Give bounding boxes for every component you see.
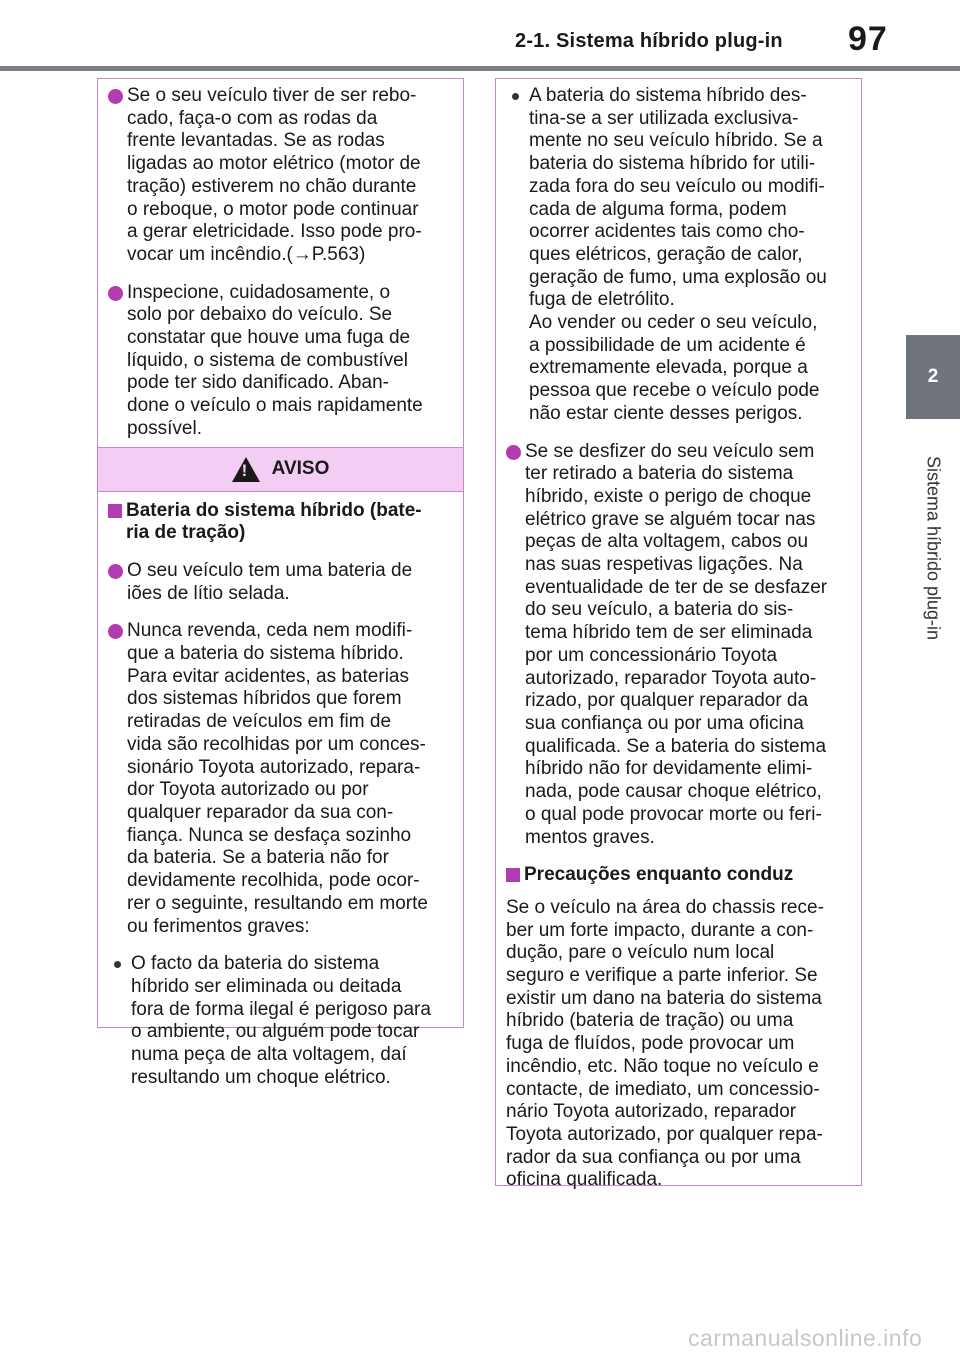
- warning-bar: [98, 447, 463, 492]
- right-content-box: [495, 78, 862, 1191]
- body-paragraph: Se o veículo na área do chassis rece- ber um forte impacto, durante a con- dução, pare o veículo num local seguro e verifique a parte inferior. Se existir um dano na bateria do sistema híbrido (bateria de tração) ou uma fuga de fluídos, pode provocar um incêndio, etc. Não toque no veículo e contacte, de imediato, um concessio- nário Toyota autorizado, reparador Toyota autorizado, por qualquer repa- rador da sua confiança ou por uma oficina qualificada.: [506, 896, 824, 1191]
- list-item: [506, 441, 845, 850]
- list-item-text: Se se desfizer do seu veículo sem ter retirado a bateria do sistema híbrido, existe o perigo de choque elétrico grave se alguém tocar nas peças de alta voltagem, cabos ou nas suas respetivas ligações. Na eventualidade de ter de se desfazer do seu veículo, a bateria do sis- tema híbrido tem de ser eliminada por um concessionário Toyota autorizado, reparador Toyota auto- rizado, por qualquer reparador da sua confiança ou por uma oficina qualificada. Se a bateria do sistema híbrido não for devidamente elimi- nada, pode causar choque elétrico, o qual pode provocar morte ou feri- mentos graves.: [525, 440, 828, 848]
- square-bullet-icon: [506, 868, 520, 882]
- left-content-box: [97, 78, 464, 1088]
- list-item-text: Se o seu veículo tiver de ser rebo- cado, faça-o com as rodas da frente levantadas. Se as rodas ligadas ao motor elétrico (motor de tração) estiverem no chão durante o reboque, o motor pode continuar a gerar eletricidade. Isso pode pro- vocar um incêndio.(→P.563): [127, 85, 422, 265]
- sub-list-item-text: A bateria do sistema híbrido des- tina-se a ser utilizada exclusiva- mente no seu veículo híbrido. Se a bateria do sistema híbrido for utili- zada fora do seu veículo ou modifi- cada de alguma forma, podem ocorrer acidentes tais como cho- ques elétricos, geração de calor, geração de fumo, uma explosão ou fuga de eletrólito. Ao vender ou ceder o seu veículo, a possibilidade de um acidente é extremamente elevada, porque a pessoa que recebe o veículo pode não estar ciente desses perigos.: [529, 85, 827, 424]
- bullet-dot-icon: [108, 89, 123, 104]
- list-item: [108, 560, 447, 605]
- warning-triangle-icon: [232, 457, 260, 482]
- warning-label: AVISO: [271, 458, 330, 480]
- list-item-text: Nunca revenda, ceda nem modifi- que a bateria do sistema híbrido. Para evitar acidentes, as baterias dos sistemas híbridos que forem retiradas de veículos em fim de vida são recolhidas por um conces- sionário Toyota autorizado, repara- dor Toyota autorizado ou por qualquer reparador da sua con- fiança. Nunca se desfaça sozinho da bateria. Se a bateria não for devidamente recolhida, pode ocor- rer o seguinte, resultando em morte ou ferimentos graves:: [127, 620, 428, 937]
- square-bullet-icon: [108, 504, 122, 518]
- section-title: 2-1. Sistema híbrido plug-in: [515, 30, 783, 52]
- page-number: 97: [848, 20, 888, 58]
- chapter-tab[interactable]: [906, 335, 960, 419]
- sub-list-item-text: O facto da bateria do sistema híbrido ser eliminada ou deitada fora de forma ilegal é perigoso para o ambiente, ou alguém pode tocar numa peça de alta voltagem, daí resultando um choque elétrico.: [131, 953, 431, 1088]
- sub-list-item: [108, 953, 447, 1089]
- watermark-text: carmanualsonline.info: [688, 1325, 923, 1351]
- small-bullet-icon: [512, 93, 519, 100]
- list-item-text: Inspecione, cuidadosamente, o solo por debaixo do veículo. Se constatar que houve uma fuga de líquido, o sistema de combustível pode ter sido danificado. Aban- done o veículo o mais rapidamente possível.: [127, 281, 423, 439]
- subheading-text: Precauções enquanto conduz: [524, 864, 794, 886]
- subheading: [506, 864, 845, 887]
- header-rule: [0, 66, 960, 71]
- warning-subheading: [108, 500, 447, 545]
- small-bullet-icon: [114, 961, 121, 968]
- bullet-dot-icon: [108, 624, 123, 639]
- list-item-text: O seu veículo tem uma bateria de iões de lítio selada.: [127, 559, 413, 604]
- sub-list-item: [506, 85, 845, 426]
- list-item: [108, 620, 447, 938]
- bullet-dot-icon: [108, 564, 123, 579]
- bullet-dot-icon: [108, 286, 123, 301]
- chapter-tab-number: 2: [927, 366, 939, 387]
- bullet-dot-icon: [506, 445, 521, 460]
- list-item: [108, 85, 447, 267]
- list-item: [108, 282, 447, 441]
- chapter-tab-label: Sistema híbrido plug-in: [923, 455, 944, 641]
- subheading-text: Bateria do sistema híbrido (bate- ria de tração): [126, 499, 422, 544]
